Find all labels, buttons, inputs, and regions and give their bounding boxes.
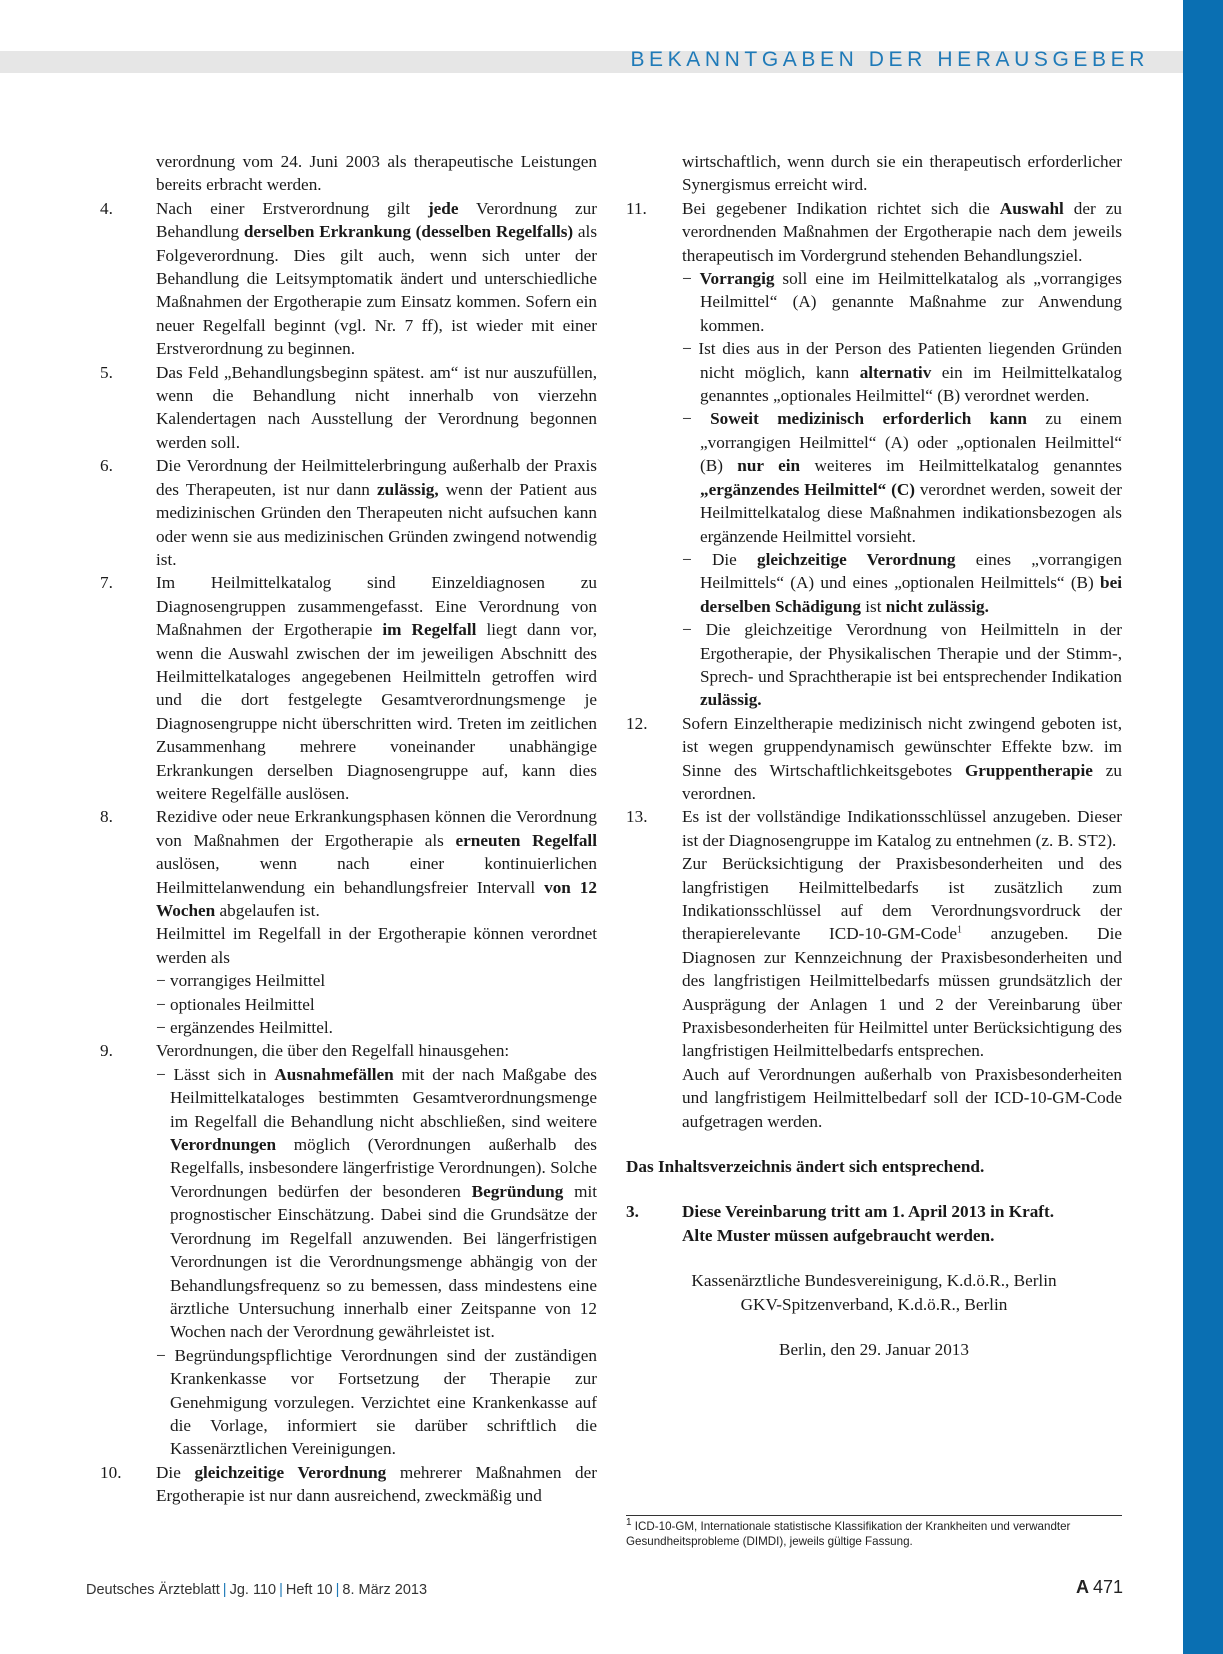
section-number: 3. bbox=[626, 1202, 639, 1222]
item-text: Die Verordnung der Heilmittelerbringung außerhalb der Praxis des Therapeuten, ist nur dann zulässig, wenn der Patient aus medizinischen Gründen den Therapeuten nicht aufsuchen kann oder wenn sie aus medizinischen Gründen zwingend notwendig ist. bbox=[156, 456, 597, 569]
dash-paragraph: − Vorrangig soll eine im Heilmittelkatalog als „vorrangiges Heilmittel“ (A) genannte Maßnahme zur Anwendung kommen. bbox=[682, 269, 1122, 335]
toc-change-note: Das Inhaltsverzeichnis ändert sich entsprechend. bbox=[626, 1157, 985, 1177]
list-item-5 bbox=[100, 361, 597, 455]
item-text: Die gleichzeitige Verordnung mehrerer Maßnahmen der Ergotherapie ist nur dann ausreichend, zweckmäßig und bbox=[156, 1462, 597, 1506]
list-item-6 bbox=[100, 454, 597, 571]
left-intro-text: verordnung vom 24. Juni 2003 als therapeutische Leistungen bereits erbracht werden. bbox=[156, 152, 597, 195]
page-number-value: 471 bbox=[1092, 1577, 1123, 1597]
item-text: Verordnungen, die über den Regelfall hinausgehen: bbox=[156, 1041, 510, 1061]
item-text-continued: Heilmittel im Regelfall in der Ergotherapie können verordnet werden als bbox=[156, 924, 597, 967]
footnote-reference: 1 bbox=[956, 924, 962, 936]
item-number: 12. bbox=[626, 713, 648, 733]
list-item-10 bbox=[100, 1461, 597, 1508]
dash-paragraph: − Die gleichzeitige Verordnung eines „vorrangigen Heilmittels“ (A) und eines „optionalen Heilmittels“ (B) bei derselben Schädigung ist nicht zulässig. bbox=[682, 549, 1122, 616]
item-number: 10. bbox=[100, 1462, 122, 1482]
item-text-continued: Zur Berücksichtigung der Praxisbesonderheiten und des langfristigen Heilmittelbedarfs ist zusätzlich zum Indikationsschlüssel auf dem Verordnungsvordruck der therapierelevante ICD-10-GM-Code$^1$ anzugeben. Die Diagnosen zur Kennzeichnung der Praxisbesonderheiten und des langfristigen Heilmittelbedarfs müssen grundsätzlich der Ausprägung der Anlagen 1 und 2 der Vereinbarung über Praxisbesonderheiten für Heilmittel unter Berücksichtigung des langfristigen Heilmittelbedarfs entsprechen. bbox=[682, 854, 1122, 1061]
page-number bbox=[1076, 1577, 1123, 1598]
section-header-title: BEKANNTGABEN DER HERAUSGEBER bbox=[630, 48, 1149, 71]
list-item-7 bbox=[100, 571, 597, 805]
item-text-continued: Auch auf Verordnungen außerhalb von Praxisbesonderheiten und langfristigem Heilmittelbedarf soll der ICD-10-GM-Code aufgetragen werden. bbox=[682, 1064, 1122, 1131]
page-footer bbox=[86, 1582, 427, 1598]
list-line: − ergänzendes Heilmittel. bbox=[156, 1018, 333, 1038]
footer-separator: | bbox=[335, 1582, 340, 1598]
item-text: Es ist der vollständige Indikationsschlüssel anzugeben. Dieser ist der Diagnosengruppe im Katalog zu entnehmen (z. B. ST2). bbox=[682, 807, 1122, 850]
dash-paragraph: − Lässt sich in Ausnahmefällen mit der nach Maßgabe des Heilmittelkataloges bestimmten Gesamtverordnungsmenge im Regelfall die Behandlung nicht abschließen, sind weitere Verordnungen möglich (Verordnungen außerhalb des Regelfalls, insbesondere längerfristige Verordnungen). Solche Verordnungen bedürfen der besonderen Begründung mit prognostischer Einschätzung. Dabei sind die Grundsätze der Verordnung im Regelfall anzuwenden. Bei längerfristigen Verordnungen ist die Verordnungsmenge abhängig von der Behandlungsfrequenz so zu bemessen, dass mindestens eine ärztliche Untersuchung innerhalb einer Zeitspanne von 12 Wochen nach der Verordnung gewährleistet ist. bbox=[156, 1064, 597, 1342]
dash-paragraph: − Begründungspflichtige Verordnungen sind der zuständigen Krankenkasse vor Fortsetzung der Therapie zur Genehmigung vorzulegen. Verzichtet eine Krankenkasse auf die Vorlage, informiert sie darüber schriftlich die Kassenärztlichen Vereinigungen. bbox=[156, 1345, 597, 1459]
item-text: Sofern Einzeltherapie medizinisch nicht zwingend geboten ist, ist wegen gruppendynamisch gewünschter Effekte bzw. im Sinne des Wirtschaftlichkeitsgebotes Gruppentherapie zu verordnen. bbox=[682, 713, 1122, 803]
footnote-text: ICD-10-GM, Internationale statistische Klassifikation der Krankheiten und verwandter Gesundheitsprobleme (DIMDI), jeweils gültige Fassung. bbox=[626, 1520, 1071, 1548]
item-text: Das Feld „Behandlungsbeginn spätest. am“ ist nur auszufüllen, wenn die Behandlung nicht innerhalb von vierzehn Kalendertagen nach Ausstellung der Verordnung begonnen werden soll. bbox=[156, 362, 597, 452]
item-text: Im Heilmittelkatalog sind Einzeldiagnosen zu Diagnosengruppen zusammengefasst. Eine Verordnung von Maßnahmen der Ergotherapie im Regelfall liegt dann vor, wenn die Auswahl zwischen der im jeweiligen Abschnitt des Heilmittelkataloges angegebenen Heilmitteln getroffen wird und die dort festgelegte Gesamtverordnungsmenge je Diagnosengruppe nicht überschritten wird. Treten im zeitlichen Zusammenhang mehrere voneinander unabhängige Erkrankungen derselben Diagnosengruppe auf, kann dies weitere Regelfälle auslösen. bbox=[156, 573, 598, 803]
journal-volume: Jg. 110 bbox=[229, 1582, 277, 1598]
list-item-12 bbox=[626, 712, 1122, 806]
item-number: 13. bbox=[626, 807, 648, 827]
section-3 bbox=[626, 1200, 1122, 1247]
page-prefix: A bbox=[1075, 1577, 1089, 1597]
item-number: 4. bbox=[100, 198, 113, 218]
item-number: 6. bbox=[100, 456, 113, 476]
item-text: Nach einer Erstverordnung gilt jede Verordnung zur Behandlung derselben Erkrankung (desselben Regelfalls) als Folgeverordnung. Dies gilt auch, wenn sich unter der Behandlung die Leitsymptomatik ändert und unterschiedliche Maßnahmen der Ergotherapie zum Einsatz kommen. Sofern ein neuer Regelfall beginnt (vgl. Nr. 7 ff), ist wieder mit einer Erstverordnung zu beginnen. bbox=[156, 198, 598, 359]
list-item-8 bbox=[100, 805, 597, 1039]
left-column bbox=[100, 150, 597, 1508]
footnote-divider bbox=[626, 1515, 1122, 1516]
item-number: 8. bbox=[100, 807, 113, 827]
side-color-stripe bbox=[1183, 0, 1223, 1654]
signing-date: Berlin, den 29. Januar 2013 bbox=[779, 1340, 969, 1360]
list-item-4 bbox=[100, 197, 597, 361]
footer-separator: | bbox=[222, 1582, 227, 1598]
item-number: 5. bbox=[100, 362, 113, 382]
list-item-11 bbox=[626, 197, 1122, 712]
list-line: − optionales Heilmittel bbox=[156, 994, 315, 1014]
footnote bbox=[626, 1519, 1126, 1549]
dash-paragraph: − Ist dies aus in der Person des Patienten liegenden Gründen nicht möglich, kann alternativ ein im Heilmittelkatalog genanntes „optionales Heilmittel“ (B) verordnet werden. bbox=[682, 339, 1122, 406]
dash-paragraph: − Soweit medizinisch erforderlich kann zu einem „vorrangigen Heilmittel“ (A) oder „optionalen Heilmittel“ (B) nur ein weiteres im Heilmittelkatalog genanntes „ergänzendes Heilmittel“ (C) verordnet werden, soweit der Heilmittelkatalog diese Maßnahmen indikationsbezogen als ergänzende Heilmittel vorsieht. bbox=[682, 409, 1122, 546]
section-line: Alte Muster müssen aufgebraucht werden. bbox=[682, 1225, 995, 1245]
journal-name: Deutsches Ärzteblatt bbox=[86, 1582, 220, 1598]
item-text: Rezidive oder neue Erkrankungsphasen können die Verordnung von Maßnahmen der Ergotherapie als erneuten Regelfall auslösen, wenn nach einer kontinuierlichen Heilmittelanwendung ein behandlungsfreier Intervall von 12 Wochen abgelaufen ist. bbox=[156, 807, 597, 920]
footnote-mark: 1 bbox=[626, 1517, 632, 1529]
issue-date: 8. März 2013 bbox=[342, 1582, 428, 1598]
journal-issue: Heft 10 bbox=[285, 1582, 333, 1598]
dash-paragraph: − Die gleichzeitige Verordnung von Heilmitteln in der Ergotherapie, der Physikalischen Therapie und der Stimm-, Sprech- und Sprachtherapie ist bei entsprechender Indikation zulässig. bbox=[682, 620, 1122, 710]
section-line: Diese Vereinbarung tritt am 1. April 2013 in Kraft. bbox=[682, 1202, 1055, 1222]
item-number: 9. bbox=[100, 1041, 113, 1061]
list-line: − vorrangiges Heilmittel bbox=[156, 971, 326, 991]
signatory-gkv: GKV-Spitzenverband, K.d.ö.R., Berlin bbox=[740, 1294, 1008, 1314]
signatory-kbv: Kassenärztliche Bundesvereinigung, K.d.ö.R., Berlin bbox=[691, 1271, 1057, 1291]
item-number: 7. bbox=[100, 573, 113, 593]
list-item-13 bbox=[626, 805, 1122, 1133]
item-text: Bei gegebener Indikation richtet sich die Auswahl der zu verordnenden Maßnahmen der Ergotherapie nach dem jeweils therapeutisch im Vordergrund stehenden Behandlungsziel. bbox=[682, 198, 1122, 265]
right-intro-text: wirtschaftlich, wenn durch sie ein therapeutisch erforderlicher Synergismus erreicht wird. bbox=[682, 152, 1122, 195]
dash-list bbox=[682, 267, 1122, 712]
item-number: 11. bbox=[626, 198, 647, 218]
footer-separator: | bbox=[279, 1582, 283, 1598]
list-item-9 bbox=[100, 1039, 597, 1460]
right-column bbox=[626, 150, 1122, 1362]
